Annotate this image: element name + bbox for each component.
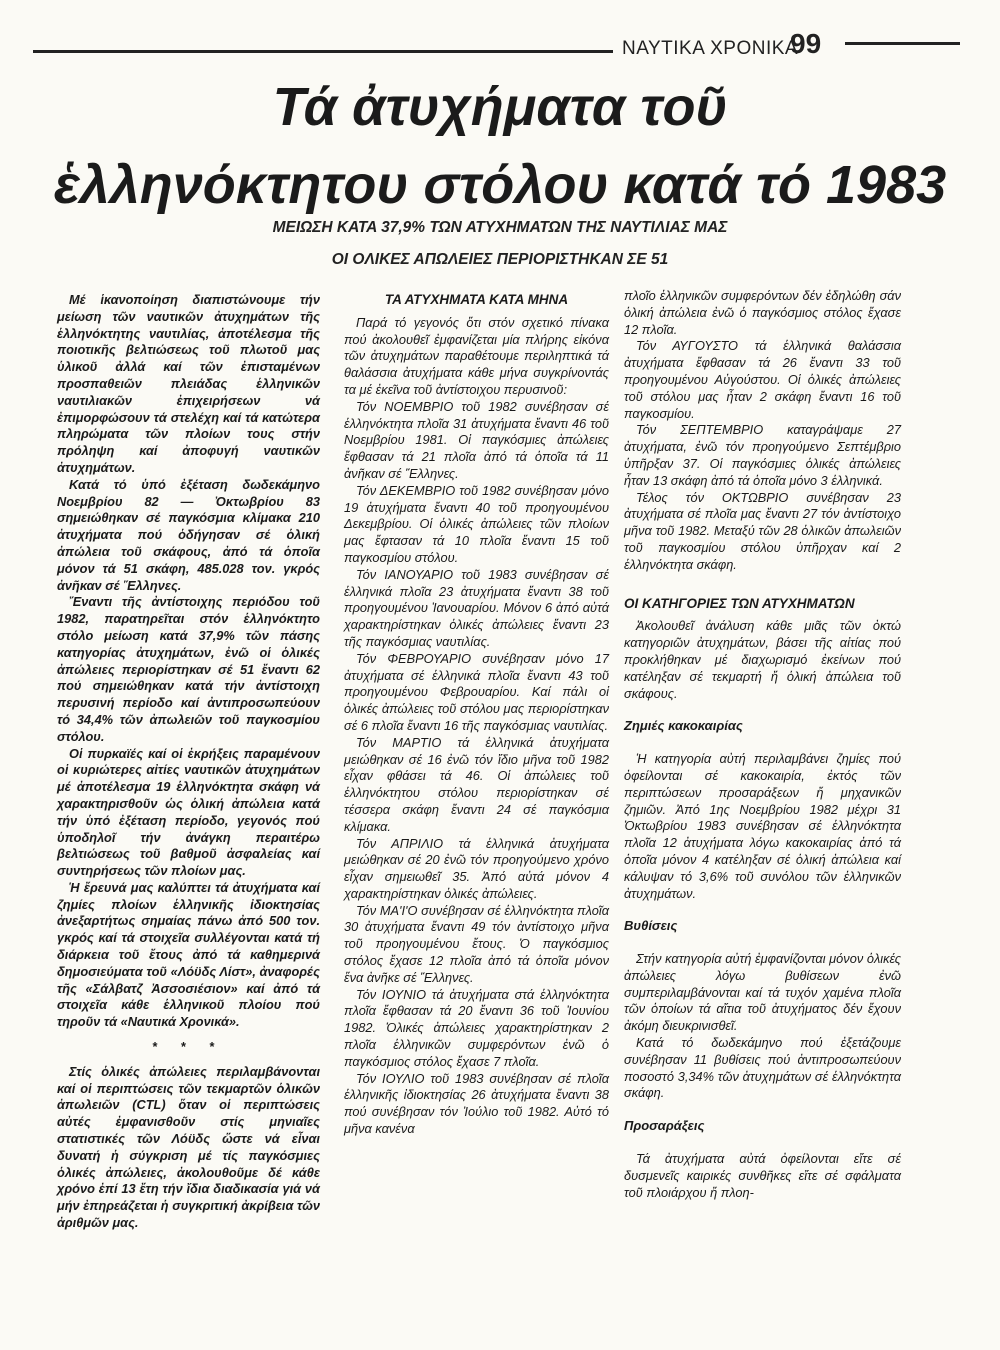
paragraph: Τόν ΦΕΒΡΟΥΑΡΙΟ συνέβησαν μόνο 17 ἀτυχήματα σέ ἑλληνικά πλοῖα ἔναντι 43 τοῦ προηγουμένου Φεβρουαρίου. Καί πάλι οἱ ὁλικές ἀπώλειες τοῦ στόλου μας περιορίστηκαν σέ 6 πλοῖα ἔναντι 16 τῆς παγκόσμιας ναυτιλίας. (344, 650, 609, 733)
paragraph: Τόν ΜΑ'Ι'Ο συνέβησαν σέ ἑλληνόκτητα πλοῖα 30 ἀτυχήματα ἔναντι 49 τόν ἀντίστοιχο μῆνα τοῦ προηγουμένου ἔτους. Ὁ παγκόσμιος στόλος ἔχασε 12 πλοῖα ἀπό τά ὁποῖα μόνον ἕνα ἀνῆκε σέ Ἕλληνες. (344, 902, 609, 985)
subheading-sinkings: Βυθίσεις (624, 918, 678, 934)
paragraph: Κατά τό ὑπό ἐξέταση δωδεκάμηνο Νοεμβρίου 82 — Ὀκτωβρίου 83 σημειώθηκαν σέ παγκόσμια κλίμακα 210 ἀτυχήματα πού ὁδήγησαν σέ ὁλική ἀπώλεια τοῦ σκάφους, ἀπό τά ὁποῖα μόνον τά 51 σκάφη, 485.028 τον. γκρός ἀνῆκαν σέ Ἕλληνες. (57, 476, 320, 593)
paragraph: Τόν ΝΟΕΜΒΡΙΟ τοῦ 1982 συνέβησαν σέ ἑλληνόκτητα πλοῖα 31 ἀτυχήματα ἔναντι 46 τοῦ Νοεμβρίου 1981. Οἱ παγκόσμιες ἀπώλειες ἔφθασαν τά 21 πλοῖα ἀπό τά ὁποῖα τά 11 ἀνῆκαν σέ Ἕλληνες. (344, 398, 609, 481)
running-header-title: ΝΑΥΤΙΚΑ ΧΡΟΝΙΚΑ (622, 38, 799, 59)
paragraph: Τά ἀτυχήματα αὐτά ὀφείλονται εἴτε σέ δυσμενεῖς καιρικές συνθῆκες εἴτε σέ σφάλματα τοῦ πλοιάρχου ἤ πλοη- (624, 1151, 901, 1200)
article-title-line2: ἑλληνόκτητου στόλου κατά τό 1983 (53, 155, 947, 215)
paragraph: Οἱ πυρκαϊές καί οἱ ἐκρήξεις παραμένουν οἱ κυριώτερες αἰτίες ναυτικῶν ἀτυχημάτων μέ ἀποτέλεσμα 19 ἑλληνόκτητα σκάφη νά χαρακτηρισθοῦν ὡς ὁλική ἀπώλεια κατά τήν ὑπό ἐξέταση περίοδο, γεγονός πού ὑποδηλοῖ τήν ἀνάγκη περαιτέρω βελτιώσεως τοῦ βαθμοῦ ἀσφαλείας καί συντηρήσεως τῶν πλοίων μας. (57, 745, 320, 879)
paragraph: Τόν ΙΟΥΛΙΟ τοῦ 1983 συνέβησαν σέ πλοῖα ἑλληνικῆς ἰδιοκτησίας 26 ἀτυχήματα ἔναντι 38 πού συνέβησαν τόν Ἰούλιο τοῦ 1982. Αὐτό τό μῆνα κανένα (344, 1070, 609, 1137)
paragraph: Τέλος τόν ΟΚΤΩΒΡΙΟ συνέβησαν 23 ἀτυχήματα σέ πλοῖα μας ἔναντι 27 τόν ἀντίστοιχο μῆνα τοῦ 1982. Μεταξύ τῶν 28 ὁλικῶν ἀπωλειῶν τοῦ παγκοσμίου στόλου ὑπῆρχαν καί 2 ἑλληνόκτητα σκάφη. (624, 489, 901, 572)
article-column-2 (344, 292, 609, 1138)
header-rule-left (33, 50, 613, 53)
paragraph: Ἔναντι τῆς ἀντίστοιχης περιόδου τοῦ 1982, παρατηρεῖται στόν ἑλληνόκτητο στόλο μείωση κατά 37,9% τῶν πάσης κατηγορίας ἀτυχημάτων, ἐνῶ οἱ ὁλικές ἀπώλειες περιορίστηκαν σέ 51 ἔναντι 62 πού σημειώθηκαν κατά τήν ἀντίστοιχη περυσινή περίοδο καί ἀντιπροσωπεύουν τό 34,4% τῶν ἀπωλειῶν τοῦ παγκοσμίου στόλου. (57, 594, 320, 744)
paragraph: Τόν ΑΠΡΙΛΙΟ τά ἑλληνικά ἀτυχήματα μειώθηκαν σέ 20 ἐνῶ τόν προηγούμενο χρόνο εἶχαν σημειωθεῖ 35. Ἀπό αὐτά μόνον 4 χαρακτηρίστηκαν ὁλικές ἀπώλειες. (344, 835, 609, 901)
header-rule-right (845, 42, 960, 45)
subheading-weather-damage: Ζημιές κακοκαιρίας (624, 718, 743, 734)
paragraph: Τόν ΑΥΓΟΥΣΤΟ τά ἑλληνικά θαλάσσια ἀτυχήματα ἔφθασαν τά 26 ἔναντι 33 τοῦ προηγουμένου Αὐγούστου. Οἱ ὁλικές ἀπώλειες τοῦ στόλου μας ἦταν 2 σκάφη ἔναντι 16 τοῦ παγκοσμίου. (624, 338, 901, 421)
paragraph: Στίς ὁλικές ἀπώλειες περιλαμβάνονται καί οἱ περιπτώσεις τῶν τεκμαρτῶν ὁλικῶν ἀπωλειῶν (CTL) ὅταν οἱ περιπτώσεις αὐτές ἐμφανισθοῦν στίς μηνιαῖες στατιστικές τῶν Λόϋδς ὥστε νά εἶναι δυνατή ἡ σύγκριση μέ τίς παγκόσμιες ὁλικές ἀπώλειες, ἀκολουθοῦμε δέ κάθε χρόνο ἐπί 13 ἔτη τήν ἴδια διαδικασία γιά νά μήν ἐπηρεάζεται ἡ συγκριτική ἀκρίβεια τῶν ἀριθμῶν μας. (57, 1063, 320, 1231)
article-subtitle-1: ΜΕΙΩΣΗ ΚΑΤΑ 37,9% ΤΩΝ ΑΤΥΧΗΜΑΤΩΝ ΤΗΣ ΝΑΥΤΙΛΙΑΣ ΜΑΣ (272, 219, 728, 236)
paragraph: Τόν ΜΑΡΤΙΟ τά ἑλληνικά ἀτυχήματα μειώθηκαν σέ 16 ἐνῶ τόν ἴδιο μῆνα τοῦ 1982 εἶχαν φθάσει τά 46. Οἱ ἀπώλειες τοῦ ἑλληνόκτητου στόλου περιορίστηκαν σέ τέσσερα σκάφη ἔναντι 24 σέ παγκόσμια κλίμακα. (344, 734, 609, 834)
section-heading-categories: ΟΙ ΚΑΤΗΓΟΡΙΕΣ ΤΩΝ ΑΤΥΧΗΜΑΤΩΝ (624, 595, 855, 611)
subheading-groundings: Προσαράξεις (624, 1118, 705, 1134)
paragraph: Τόν ΙΟΥΝΙΟ τά ἀτυχήματα στά ἑλληνόκτητα πλοῖα ἔφθασαν τά 20 ἔναντι 36 τοῦ Ἰουνίου 1982. Ὁλικές ἀπώλειες χαρακτηρίστηκαν 2 πλοῖα ἑλληνικῶν συμφερόντων ἐνῶ ὁ παγκόσμιος στόλος ἔχασε 7 πλοῖα. (344, 986, 609, 1069)
section-separator: * * * (152, 1039, 225, 1055)
paragraph: Ἡ ἔρευνά μας καλύπτει τά ἀτυχήματα καί ζημίες πλοίων ἑλληνικῆς ἰδιοκτησίας ἀνεξαρτήτως σημαίας πάνω ἀπό 500 τον. γκρός καί τά στοιχεῖα συλλέγονται κατά τή διάρκεια τοῦ ἔτους ἀπό τά καθημερινά δημοσιεύματα τοῦ «Λόϋδς Λίστ», ἀναφορές τῆς «Σάλβατζ Ἀσσοσιέσιον» καί ἀπό τά στοιχεῖα κάθε ἑλληνικοῦ πλοίου πού τηροῦν τά «Ναυτικά Χρονικά». (57, 879, 320, 1030)
paragraph: Τόν ΔΕΚΕΜΒΡΙΟ τοῦ 1982 συνέβησαν μόνο 19 ἀτυχήματα ἔναντι 40 τοῦ προηγουμένου Δεκεμβρίου. Οἱ ὁλικές ἀπώλειες τῶν πλοίων μας ἔφτασαν τά 10 πλοῖα ἔναντι 15 τοῦ παγκοσμίου στόλου. (344, 482, 609, 565)
section-heading-monthly: ΤΑ ΑΤΥΧΗΜΑΤΑ ΚΑΤΑ ΜΗΝΑ (384, 292, 569, 307)
article-title (25, 68, 975, 224)
paragraph: Κατά τό δωδεκάμηνο πού ἐξετάζουμε συνέβησαν 11 βυθίσεις πού ἀντιπροσωπεύουν ποσοστό 3,34% τῶν ἀτυχημάτων σέ ἑλληνόκτητα σκάφη. (624, 1035, 901, 1101)
paragraph: Ἀκολουθεῖ ἀνάλυση κάθε μιᾶς τῶν ὀκτώ κατηγοριῶν ἀτυχημάτων, βάσει τῆς αἰτίας πού προκλήθηκαν μέ διαχωρισμό ἐκείνων πού κατέληξαν σέ τεκμαρτή ἤ ὁλική ἀπώλεια τοῦ σκάφους. (624, 618, 901, 701)
article-title-line1: Τά ἀτυχήματα τοῦ (272, 77, 728, 137)
paragraph: Ἡ κατηγορία αὐτή περιλαμβάνει ζημίες πού ὀφείλονται σέ κακοκαιρία, ἐκτός τῶν περιπτώσεων προσαράξεων ἤ μηχανικῶν ζημιῶν. Ἀπό 1ης Νοεμβρίου 1982 μέχρι 31 Ὀκτωβρίου 1983 συνέβησαν σέ ἑλληνόκτητα πλοῖα 12 ἀτυχήματα λόγω κακοκαιρίας ἀπό τά ὁποῖα μόνον 4 κατέληξαν σέ ὁλική ἀπώλεια καί κάλυψαν τό 3,6% τοῦ συνόλου τῶν ἑλληνικῶν ἀτυχημάτων. (624, 751, 901, 901)
page-number: 99 (790, 28, 822, 59)
paragraph: πλοῖο ἑλληνικῶν συμφερόντων δέν ἐδηλώθη σάν ὁλική ἀπώλεια ἐνῶ ὁ παγκόσμιος στόλος ἔχασε 12 πλοῖα. (624, 288, 901, 337)
paragraph: Τόν ΣΕΠΤΕΜΒΡΙΟ καταγράψαμε 27 ἀτυχήματα, ἐνῶ τόν προηγούμενο Σεπτέμβριο ὑπῆρξαν 37. Οἱ παγκόσμιες ὁλικές ἀπώλειες ἦταν 13 σκάφη ἀπό τά ὁποῖα μόνο 3 ἑλληνικά. (624, 422, 901, 488)
paragraph: Στήν κατηγορία αὐτή ἐμφανίζονται μόνον ὁλικές ἀπώλειες λόγω βυθίσεων ἐνῶ συμπεριλαμβάνονται καί τά τυχόν χαμένα πλοῖα τῶν ὁποίων τά αἴτια τοῦ ἀτυχήματος δέν ἔχουν ἀκόμη διευκρινισθεῖ. (624, 951, 901, 1034)
paragraph: Παρά τό γεγονός ὅτι στόν σχετικό πίνακα πού ἀκολουθεῖ ἐμφανίζεται μία πλήρης εἰκόνα τῶν ἀτυχημάτων παραθέτουμε περιληπτικά τά θαλάσσια ἀτυχήματα κάθε μήνα συγκρίνοντάς τα μέ ἐκεῖνα τοῦ ἀντίστοιχου περυσινοῦ: (344, 314, 609, 397)
article-subtitle-2: ΟΙ ΟΛΙΚΕΣ ΑΠΩΛΕΙΕΣ ΠΕΡΙΟΡΙΣΤΗΚΑΝ ΣΕ 51 (331, 251, 669, 268)
paragraph: Μέ ἱκανοποίηση διαπιστώνουμε τήν μείωση τῶν ναυτικῶν ἀτυχημάτων τῆς ἑλληνόκτητης ναυτιλίας, ἀποτέλεσμα τῆς ποιοτικῆς βελτιώσεως τοῦ πλωτοῦ μας ὑλικοῦ ἀλλά καί τῶν ἐπισταμένων προσπαθειῶν πλειάδας ἑλληνικῶν ναυτιλιακῶν ἐπιχειρήσεων νά ἐπιμορφώσουν τά στελέχη καί τά κατώτερα πληρώματα τῶν πλοίων τους στήν πρόληψη καί ἀποφυγή ναυτικῶν ἀτυχημάτων. (57, 292, 320, 475)
paragraph: Τόν ΙΑΝΟΥΑΡΙΟ τοῦ 1983 συνέβησαν σέ ἑλληνικά πλοῖα 23 ἀτυχήματα ἔναντι 38 τοῦ προηγουμένου Ἰανουαρίου. Μόνον 6 ἀπό αὐτά χαρακτηρίστηκαν ὁλικές ἀπώλειες ἔναντι 23 τῆς παγκόσμιας ναυτιλίας. (344, 566, 609, 649)
article-column-3 (624, 288, 901, 1201)
article-column-1 (57, 292, 320, 1232)
